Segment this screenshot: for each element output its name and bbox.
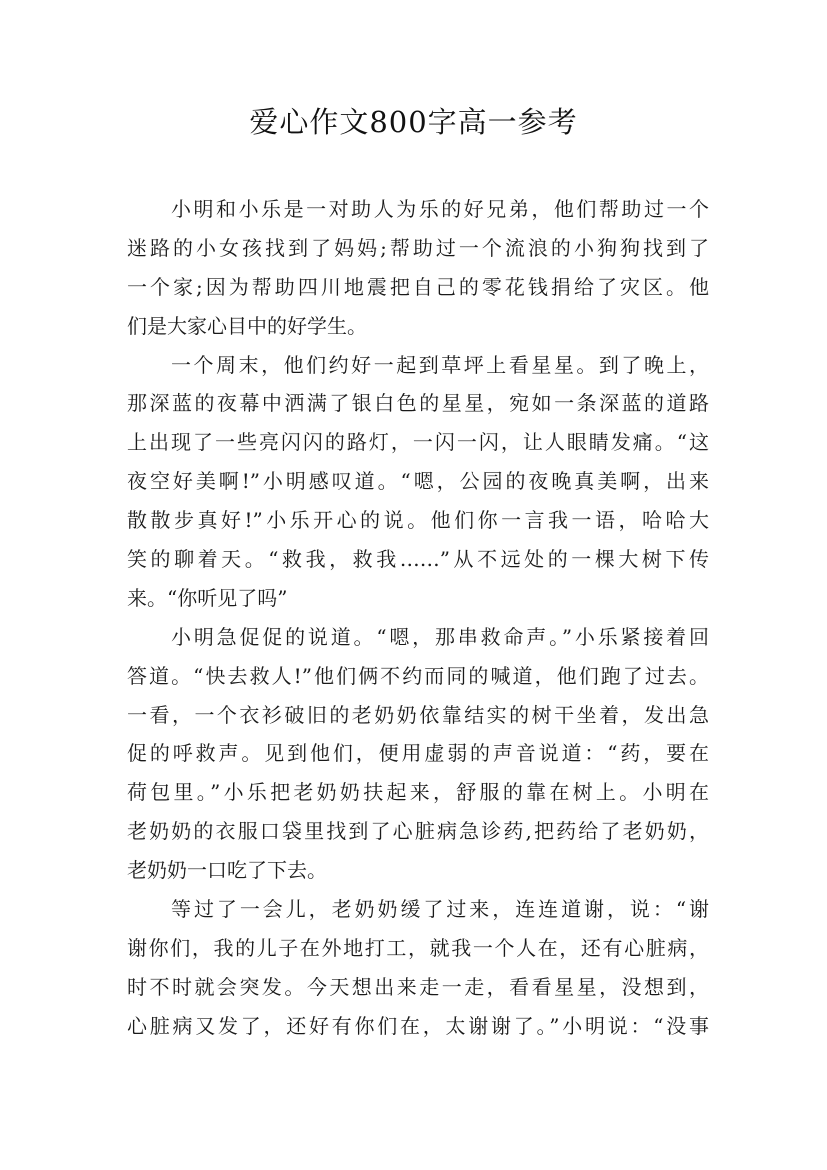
text-line: 一个周末，他们约好一起到草坪上看星星。到了晚上， (171, 352, 709, 377)
text-line: 心脏病又发了，还好有你们在，太谢谢了。”小明说：“没事 (127, 1013, 709, 1038)
text-line: 促的呼救声。见到他们，便用虚弱的声音说道：“药，要在 (127, 741, 709, 766)
text-line: 来。“你听见了吗” (127, 585, 288, 610)
text-line: 老奶奶一口吃了下去。 (127, 858, 327, 883)
document-title: 爱心作文800字高一参考 (249, 105, 578, 139)
text-line: 那深蓝的夜幕中洒满了银白色的星星，宛如一条深蓝的道路 (127, 391, 709, 416)
text-line: 夜空好美啊!”小明感叹道。“嗯，公园的夜晚真美啊，出来 (127, 469, 709, 494)
text-line: 答道。“快去救人!”他们俩不约而同的喊道，他们跑了过去。 (127, 663, 709, 688)
text-line: 时不时就会突发。今天想出来走一走，看看星星，没想到， (127, 974, 709, 999)
text-line: 散散步真好!”小乐开心的说。他们你一言我一语，哈哈大 (127, 508, 709, 533)
text-line: 笑的聊着天。“救我，救我……”从不远处的一棵大树下传 (127, 547, 709, 572)
text-line: 等过了一会儿，老奶奶缓了过来，连连道谢，说：“谢 (171, 897, 709, 922)
text-line: 一个家;因为帮助四川地震把自己的零花钱捐给了灾区。他 (127, 274, 709, 299)
document-body (127, 190, 709, 1046)
text-line: 一看，一个衣衫破旧的老奶奶依靠结实的树干坐着，发出急 (127, 702, 709, 727)
text-line: 荷包里。”小乐把老奶奶扶起来，舒服的靠在树上。小明在 (127, 780, 709, 805)
text-line: 迷路的小女孩找到了妈妈;帮助过一个流浪的小狗狗找到了 (127, 235, 709, 260)
text-line: 小明和小乐是一对助人为乐的好兄弟，他们帮助过一个 (171, 197, 709, 221)
text-line: 小明急促促的说道。“嗯，那串救命声。”小乐紧接着回 (171, 624, 709, 649)
text-line: 谢你们，我的儿子在外地打工，就我一个人在，还有心脏病， (127, 935, 709, 960)
text-line: 们是大家心目中的好学生。 (127, 313, 367, 338)
text-line: 老奶奶的衣服口袋里找到了心脏病急诊药,把药给了老奶奶， (127, 819, 709, 844)
text-line: 上出现了一些亮闪闪的路灯，一闪一闪，让人眼睛发痛。“这 (127, 430, 709, 455)
